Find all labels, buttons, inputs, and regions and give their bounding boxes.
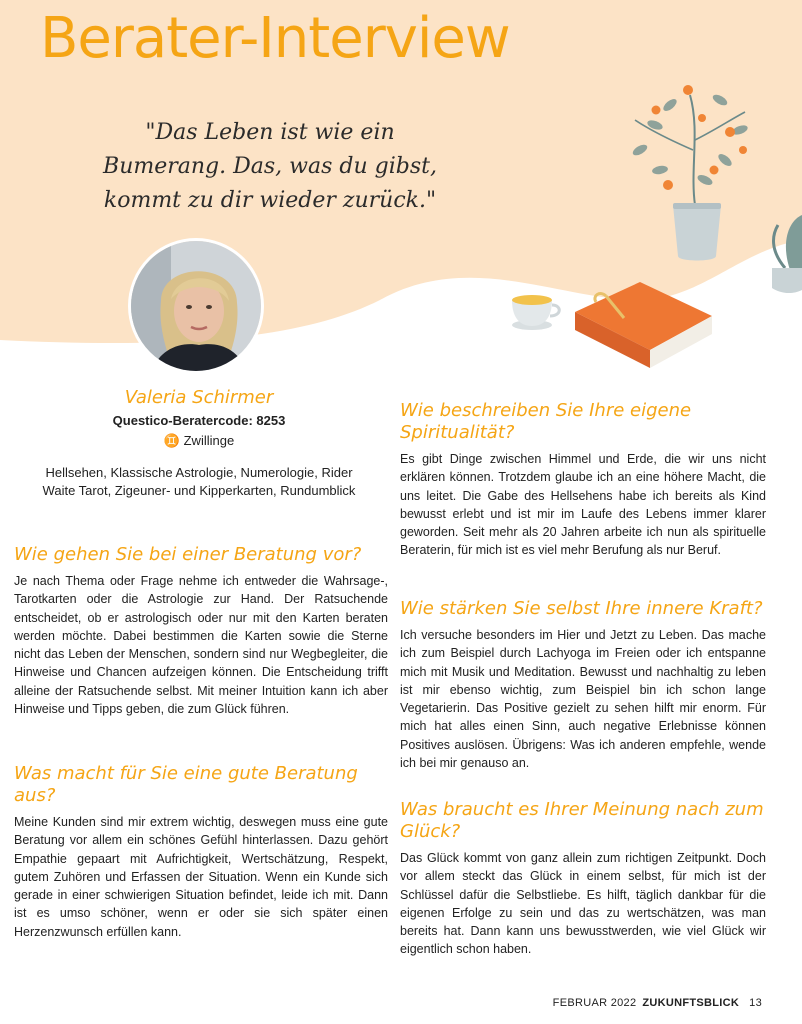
section-heading: Was braucht es Ihrer Meinung nach zum Glück? [400,799,764,842]
gemini-icon: ♊ [163,433,180,448]
section-body: Es gibt Dinge zwischen Himmel und Erde, die wir uns nicht erklären können. Trotzdem glaube ich an eine höhere Macht, die uns leitet. Die Gabe des Hellsehens habe ich bereits als Kind bewusst erlebt und ist mir im Laufe des Lebens immer klarer geworden. Seit mehr als 20 Jahren arbeite ich nun als spirituelle Beraterin, für mich ist es viel mehr Berufung als nur Beruf. [400,452,766,558]
section-body: Ich versuche besonders im Hier und Jetzt zu Leben. Das mache ich zum Beispiel durch Lachyoga im Freien oder ich entspanne mich mit Musik und Meditation. Bewusst und nachhaltig zu leben ist mir ebenso wichtig, zum Beispiel bin ich schon lange Vegetarierin. Das Positive gezielt zu sehen hilft mir enorm. Für mich hat alles einen Sinn, auch negative Erlebnisse können Positives auslösen. Übrigens: Was ich anderen empfehle, wende ich bei mir genauso an. [400,628,766,771]
section-heading: Was macht für Sie eine gute Beratung aus? [14,763,358,806]
teacup-icon [512,295,559,330]
advisor-skills: Hellsehen, Klassische Astrologie, Numerologie, Rider Waite Tarot, Zigeuner- und Kipperkarten, Rundumblick [42,465,356,498]
page-number: 13 [749,997,762,1009]
section-heading: Wie beschreiben Sie Ihre eigene Spiritualität? [400,400,692,443]
decor-illustration [0,0,802,400]
advisor-name: Valeria Schirmer [124,387,274,408]
page-title: Berater-Interview [40,6,510,71]
pull-quote: "Das Leben ist wie ein Bumerang. Das, was du gibst, kommt zu dir wieder zurück." [103,120,437,213]
section-heading: Wie gehen Sie bei einer Beratung vor? [14,544,362,565]
section-body: Je nach Thema oder Frage nehme ich entweder die Wahrsage-, Tarotkarten oder die Astrologie zur Hand. Der Ratsuchende entscheidet, ob er astrologisch oder nur mit den Karten beraten werden möchte. Dabei bestimmen die Karten sowie die Sterne nicht das Leben der Menschen, sondern sind nur Wegbegleiter, die Hinweise und Chancen aufzeigen können. Die Entscheidung trifft alleine der Ratsuchende selbst. Mit meiner Intuition kann ich aber Hinweise und Tipps geben, die zum Glück führen. [14,574,388,717]
section-heading: Wie stärken Sie selbst Ihre innere Kraft? [400,598,763,619]
book-icon [575,282,712,368]
zodiac-sign: Zwillinge [183,433,235,448]
zodiac-line [40,432,358,450]
magazine-name: ZUKUNFTSBLICK [642,997,740,1009]
page-footer [553,997,762,1009]
section-approach [14,544,388,718]
advisor-code: Questico-Beratercode: 8253 [112,413,286,428]
section-body: Meine Kunden sind mir extrem wichtig, deswegen muss eine gute Beratung vor allem ein schönes Gefühl hinterlassen. Dazu gehört Empathie gepaart mit Aufrichtigkeit, Wertschätzung, Respekt, gutem Zuhören und Erfassen der Situation. Wenn ein Kunde sich gerade in einer schwierigen Situation befindet, leide ich mit. Dann ist es umso schöner, wenn er oder sie sich später einen Herzenzwunsch erfüllen kann. [14,815,388,939]
potted-tree-icon [631,85,749,261]
section-spirituality [400,400,766,560]
succulent-icon [772,215,802,293]
section-body: Das Glück kommt von ganz allein zum richtigen Zeitpunkt. Doch vor allem steckt das Glück in einem selbst, für mich ist der Schlüssel dafür die Selbstliebe. Es hilft, täglich dankbar für die eigenen Erfolge zu sein und das zu wertschätzen, was man bereits hat. Dann kann uns bewusstwerden, wie viel Glück wir eigentlich schon haben. [400,851,766,957]
section-inner-strength [400,598,766,772]
advisor-profile [40,387,358,500]
section-good-consultation [14,763,388,941]
issue-date: FEBRUAR 2022 [552,997,637,1009]
section-happiness [400,799,766,959]
